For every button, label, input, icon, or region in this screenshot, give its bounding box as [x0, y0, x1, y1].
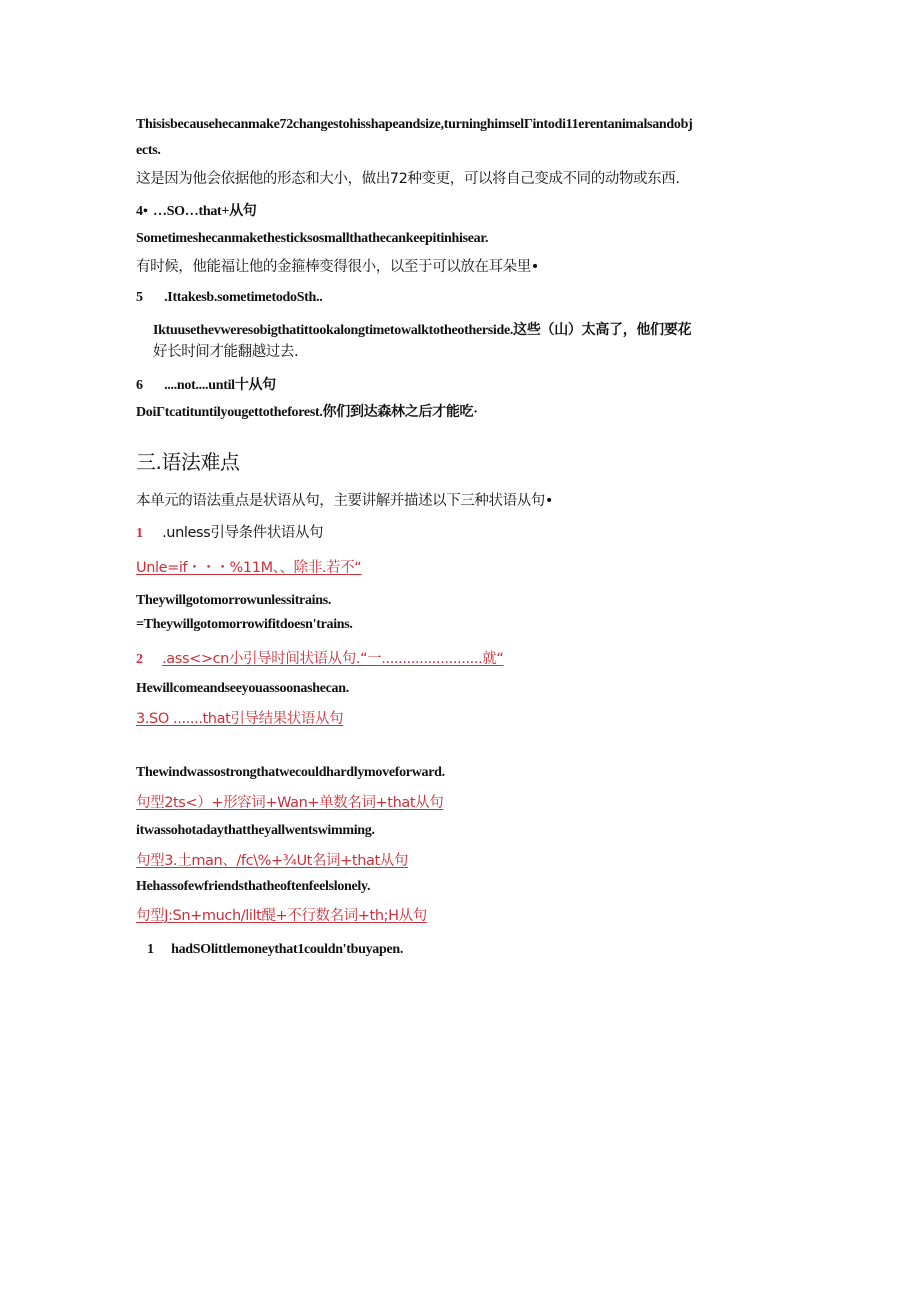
sentence-chinese: 这是因为他会依据他的形态和大小，做出72种变更，可以将自己变成不同的动物或东西.: [136, 171, 680, 187]
item-number: 1: [147, 942, 154, 957]
grammar-rule: Unle=if・・・%11M、、除非.若不“: [136, 560, 362, 576]
sentence-english-cont: ects.: [136, 143, 161, 158]
pattern-5: [136, 286, 322, 307]
pattern-6: [136, 374, 276, 395]
example-sentence: [153, 319, 691, 340]
sentence-chinese-cont: 好长时间才能翻越过去.: [153, 344, 299, 360]
example-sentence: =Theywillgotomorrowifitdoesn'trains.: [136, 617, 353, 632]
sentence-pattern-2: 句型2ts<）+形容词+Wan+单数名词+that从句: [136, 795, 444, 811]
sentence-english: Thisisbecausehecanmake72changestohisshapeandsize,turninghimselΓintodi11erentanimalsandobj: [136, 117, 693, 132]
example-sentence: [147, 938, 403, 959]
grammar-title: .ass<>cn小引导时间状语从句.“一........................就“: [162, 651, 504, 667]
sentence-pattern-3: 句型3.土man、/fc\%+¾Ut名词+that从句: [136, 853, 408, 869]
example-sentence: itwassohotadaythattheyallwentswimming.: [136, 823, 375, 838]
example-sentence: Hehassofewfriendsthatheoftenfeelslonely.: [136, 879, 371, 894]
item-number: 6: [136, 378, 143, 393]
sentence-english: hadSOlittlemoneythat1couldn'tbuyapen.: [171, 942, 404, 957]
pattern-4: [136, 200, 256, 221]
example-sentence: Theywillgotomorrowunlessitrains.: [136, 593, 332, 608]
pattern-text: .Ittakesb.sometimetodoSth..: [164, 290, 323, 305]
example-sentence: Thewindwassostrongthatwecouldhardlymoveforward.: [136, 765, 445, 780]
pattern-text: …SO…that+从句: [153, 204, 257, 219]
grammar-title: .unless引导条件状语从句: [162, 525, 324, 541]
sentence-mixed: Iktuusethevweresobigthatittookalongtimetowalktotheotherside.这些（山）太高了，他们要花: [153, 323, 692, 338]
grammar-point-2: [136, 648, 504, 669]
sentence-chinese: 有时候，他能福让他的金箍棒变得很小，以至于可以放在耳朵里•: [136, 259, 539, 275]
grammar-point-3: 3.SO .......that引导结果状语从句: [136, 711, 344, 727]
item-number: 5: [136, 290, 143, 305]
pattern-text: ....not....until十从句: [164, 378, 276, 393]
sentence-pattern-4: 句型J:Sn+much/lilt醍+不行数名词+th;H从句: [136, 908, 427, 924]
example-sentence: Hewillcomeandseeyouassoonashecan.: [136, 681, 349, 696]
section-intro: 本单元的语法重点是状语从句，主要讲解并描述以下三种状语从句•: [136, 493, 554, 509]
section-title: 三.语法难点: [136, 450, 240, 474]
item-number: 4•: [136, 204, 148, 219]
sentence-mixed: DoiΓtcatituntilyougettotheforest.你们到达森林之后才能吃·: [136, 405, 478, 420]
item-number: 2: [136, 652, 143, 667]
item-number: 1: [136, 526, 143, 541]
grammar-point-1: [136, 522, 323, 543]
sentence-english: Sometimesheсanmakethesticksosmallthathecankeepitinhisear.: [136, 231, 489, 246]
